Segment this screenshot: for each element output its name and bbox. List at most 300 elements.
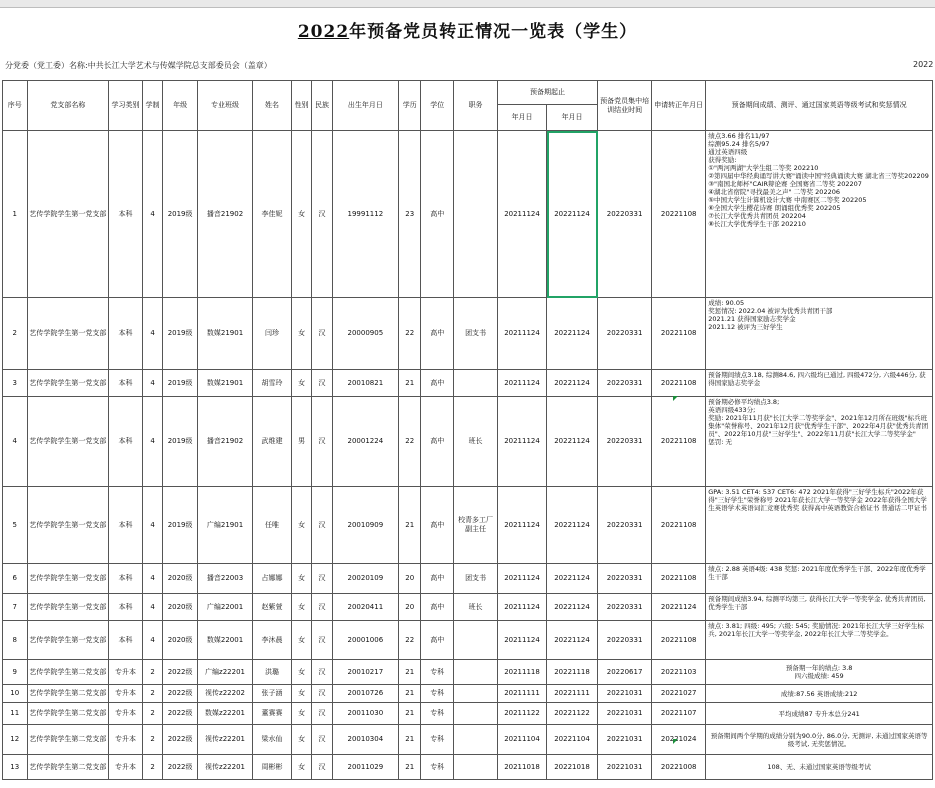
grade-cell[interactable]: 2019级 [163,397,198,487]
schooling-cell[interactable]: 4 [142,131,162,298]
table-row [3,660,933,685]
branch-cell[interactable]: 艺传学院学生第一党支部 [27,397,109,487]
comment-marker [673,396,678,401]
page-title [0,17,935,42]
major-class-cell[interactable]: 视传z22202 [197,685,252,703]
remarks-line: 平均成绩87 专升本总分241 [778,709,860,718]
training-cell[interactable]: 20220331 [598,487,652,564]
remarks-line: 预备期间成绩3.94, 综测平均第三, 获得长江大学一等奖学金, 优秀共青团员, 优秀学生干部 [708,595,926,611]
age-cell[interactable]: 22 [399,621,421,660]
header-prob-end: 年月日 [547,105,598,131]
remarks-cell[interactable] [706,298,933,370]
probation-table [2,80,933,780]
remarks-line: ⑦长江大学优秀共青团员 202204 [708,212,806,220]
apply-cell[interactable]: 20221027 [652,685,706,703]
apply-cell[interactable]: 20221108 [652,397,706,487]
training-cell[interactable]: 20220331 [598,594,652,621]
ethnicity-cell[interactable]: 汉 [312,755,332,780]
prob-start-cell[interactable]: 20211104 [498,725,547,755]
column-header-strip [0,0,935,8]
schooling-cell[interactable]: 4 [142,298,162,370]
grade-cell[interactable]: 2022级 [163,685,198,703]
remarks-line: 预备期间两个学期的成绩分别为90.0分, 86.0分, 无测评, 未通过国家英语等级考试, 无奖惩情况。 [710,731,928,748]
title-year: 2022 [297,22,350,42]
prob-end-cell[interactable]: 20221124 [547,594,598,621]
name-cell[interactable]: 李沐晨 [253,621,292,660]
birth-cell[interactable]: 20020411 [332,594,398,621]
remarks-line: 奖励: 2021年11月获"长江大学二等奖学金"、2021年12月所在班级"标兵班集体"荣誉称号、2021年12月获"优秀学生干部"、2022年4月获"优秀共青团员"、2022年10月获"三好学生"、2022年11月获"长江大学二等奖学金" [708,414,929,438]
training-cell[interactable]: 20220331 [598,564,652,594]
remarks-line: ①"两河两湖"大学生组二等奖 202210 [708,164,819,172]
ethnicity-cell[interactable]: 汉 [312,725,332,755]
degree-cell[interactable]: 高中 [421,564,454,594]
header-schooling: 学制 [142,81,162,131]
remarks-cell[interactable] [706,370,933,397]
remarks-cell[interactable] [706,594,933,621]
seq-cell[interactable]: 11 [3,703,28,725]
name-cell[interactable]: 武维建 [253,397,292,487]
training-cell[interactable]: 20220331 [598,621,652,660]
remarks-line: 2021.21 获得国家励志奖学金 [708,315,796,323]
prob-end-cell[interactable]: 20221124 [547,131,598,298]
ethnicity-cell[interactable]: 汉 [312,685,332,703]
prob-start-cell[interactable]: 20211124 [498,298,547,370]
table-row [3,685,933,703]
prob-end-cell[interactable]: 20221124 [547,564,598,594]
remarks-line: ③"南国北师杯"CAIR辩论赛 全国赛省二等奖 202207 [708,180,862,188]
ethnicity-cell[interactable]: 汉 [312,131,332,298]
birth-cell[interactable]: 20011030 [332,703,398,725]
age-cell[interactable]: 23 [399,131,421,298]
remarks-line: 预备期间绩点3.18, 综测84.6, 四六级均已通过, 四级472分, 六级446分, 获得国家励志奖学金 [708,371,926,387]
age-cell[interactable]: 21 [399,703,421,725]
apply-cell[interactable]: 20221024 [652,725,706,755]
position-cell[interactable] [454,131,498,298]
branch-cell[interactable]: 艺传学院学生第一党支部 [27,594,109,621]
degree-cell[interactable]: 高中 [421,298,454,370]
study-type-cell[interactable]: 专升本 [109,685,143,703]
prob-start-cell[interactable]: 20211124 [498,564,547,594]
grade-cell[interactable]: 2020级 [163,594,198,621]
remarks-line: ④湖北省宿院"寻找最美之声" 二等奖 202206 [708,188,840,196]
branch-cell[interactable]: 艺传学院学生第二党支部 [27,703,109,725]
name-cell[interactable]: 闫珍 [253,298,292,370]
major-class-cell[interactable]: 视传z22201 [197,725,252,755]
ethnicity-cell[interactable]: 汉 [312,487,332,564]
name-cell[interactable]: 胡雪玲 [253,370,292,397]
apply-cell[interactable]: 20221108 [652,370,706,397]
prob-start-cell[interactable]: 20211118 [498,660,547,685]
apply-cell[interactable]: 20221103 [652,660,706,685]
study-type-cell[interactable]: 专升本 [109,725,143,755]
grade-cell[interactable]: 2019级 [163,370,198,397]
ethnicity-cell[interactable]: 汉 [312,370,332,397]
header-prob-start: 年月日 [498,105,547,131]
prob-end-cell[interactable]: 20221124 [547,397,598,487]
grade-cell[interactable]: 2022级 [163,725,198,755]
degree-cell[interactable]: 高中 [421,370,454,397]
apply-cell[interactable]: 20221108 [652,564,706,594]
prob-start-cell[interactable]: 20211124 [498,594,547,621]
apply-cell[interactable]: 20221108 [652,298,706,370]
study-type-cell[interactable]: 本科 [109,370,143,397]
table-row [3,131,933,298]
gender-cell[interactable]: 女 [291,487,311,564]
grade-cell[interactable]: 2020级 [163,564,198,594]
training-cell[interactable]: 20220331 [598,370,652,397]
birth-cell[interactable]: 20010304 [332,725,398,755]
major-class-cell[interactable]: 播音22003 [197,564,252,594]
study-type-cell[interactable]: 本科 [109,397,143,487]
prob-end-cell[interactable]: 20221124 [547,487,598,564]
name-cell[interactable]: 赵紫萱 [253,594,292,621]
grade-cell[interactable]: 2019级 [163,131,198,298]
training-cell[interactable]: 20221031 [598,725,652,755]
name-cell[interactable]: 董赛赛 [253,703,292,725]
study-type-cell[interactable]: 本科 [109,621,143,660]
remarks-line: 108、无、未通过国家英语等级考试 [767,763,871,771]
remarks-line: 成绩:87.56 英语成绩:212 [780,689,858,698]
header-position: 职务 [454,81,498,131]
apply-cell[interactable]: 20221108 [652,131,706,298]
ethnicity-cell[interactable]: 汉 [312,660,332,685]
schooling-cell[interactable]: 2 [142,703,162,725]
remarks-line: ②第四届中华经典诵写讲大赛"诵读中国"经典诵读大赛 湖北省三等奖202209 [708,172,929,180]
major-class-cell[interactable]: 数媒22001 [197,621,252,660]
grade-cell[interactable]: 2022级 [163,755,198,780]
study-type-cell[interactable]: 专升本 [109,660,143,685]
age-cell[interactable]: 21 [399,685,421,703]
gender-cell[interactable]: 女 [291,660,311,685]
age-cell[interactable]: 20 [399,594,421,621]
schooling-cell[interactable]: 4 [142,621,162,660]
seq-cell[interactable]: 6 [3,564,28,594]
schooling-cell[interactable]: 4 [142,564,162,594]
seq-cell[interactable]: 2 [3,298,28,370]
training-cell[interactable]: 20220331 [598,397,652,487]
remarks-line: GPA: 3.51 CET4: 537 CET6: 472 2021年获得"三好学生标兵"2022年获得"三好学生"荣誉称号 2021年获长江大学一等奖学金 2022年获得全国大学生英语学术英语词汇竞赛优秀奖 获得高中英语教资合格证书 普通话二甲证书 [708,488,927,512]
seq-cell[interactable]: 13 [3,755,28,780]
comment-marker [673,739,678,744]
prob-start-cell[interactable]: 20211111 [498,685,547,703]
study-type-cell[interactable]: 本科 [109,487,143,564]
study-type-cell[interactable]: 本科 [109,594,143,621]
degree-cell[interactable]: 专科 [421,703,454,725]
age-cell[interactable]: 22 [399,397,421,487]
remarks-cell[interactable] [706,755,933,780]
header-birth: 出生年月日 [332,81,398,131]
branch-cell[interactable]: 艺传学院学生第一党支部 [27,487,109,564]
prob-end-cell[interactable]: 20221124 [547,370,598,397]
header-grade: 年级 [163,81,198,131]
position-cell[interactable] [454,725,498,755]
schooling-cell[interactable]: 4 [142,487,162,564]
age-cell[interactable]: 21 [399,725,421,755]
prob-end-cell[interactable]: 20221104 [547,725,598,755]
remarks-line: 综测95.24 排名5/97 [708,140,770,148]
prob-end-cell[interactable]: 20221124 [547,621,598,660]
ethnicity-cell[interactable]: 汉 [312,564,332,594]
apply-cell[interactable]: 20221008 [652,755,706,780]
birth-cell[interactable]: 20010821 [332,370,398,397]
branch-cell[interactable]: 艺传学院学生第二党支部 [27,685,109,703]
header-age: 学历 [399,81,421,131]
seq-cell[interactable]: 7 [3,594,28,621]
remarks-line: 绩点: 3.81; 四级: 495; 六级: 545; 奖励情况: 2021年长江大学三好学生标兵, 2021年长江大学一等奖学金, 2022年长江大学二等奖学金。 [708,622,924,638]
header-training: 预备党员集中培训结业时间 [598,81,652,131]
degree-cell[interactable]: 高中 [421,621,454,660]
schooling-cell[interactable]: 2 [142,755,162,780]
degree-cell[interactable]: 高中 [421,397,454,487]
grade-cell[interactable]: 2022级 [163,703,198,725]
branch-cell[interactable]: 艺传学院学生第一党支部 [27,621,109,660]
age-cell[interactable]: 21 [399,755,421,780]
grade-cell[interactable]: 2020级 [163,621,198,660]
age-cell[interactable]: 21 [399,487,421,564]
birth-cell[interactable]: 20010909 [332,487,398,564]
birth-cell[interactable]: 20001224 [332,397,398,487]
remarks-cell[interactable] [706,660,933,685]
position-cell[interactable] [454,703,498,725]
gender-cell[interactable]: 女 [291,564,311,594]
prob-end-cell[interactable]: 20221124 [547,298,598,370]
study-type-cell[interactable]: 专升本 [109,703,143,725]
position-cell[interactable] [454,755,498,780]
study-type-cell[interactable]: 本科 [109,564,143,594]
branch-cell[interactable]: 艺传学院学生第一党支部 [27,564,109,594]
remarks-cell[interactable] [706,725,933,755]
table-row [3,397,933,487]
seq-cell[interactable]: 8 [3,621,28,660]
degree-cell[interactable]: 高中 [421,594,454,621]
prob-end-cell[interactable]: 20221122 [547,703,598,725]
seq-cell[interactable]: 5 [3,487,28,564]
remarks-cell[interactable] [706,685,933,703]
position-cell[interactable]: 班长 [454,397,498,487]
remarks-line: ⑧长江大学优秀学生干部 202210 [708,220,806,228]
header-apply: 申请转正年月日 [652,81,706,131]
training-cell[interactable]: 20220617 [598,660,652,685]
major-class-cell[interactable]: 广编z22201 [197,660,252,685]
seq-cell[interactable]: 3 [3,370,28,397]
prob-start-cell[interactable]: 20211122 [498,703,547,725]
seq-cell[interactable]: 12 [3,725,28,755]
apply-cell[interactable]: 20221108 [652,621,706,660]
gender-cell[interactable]: 男 [291,397,311,487]
major-class-cell[interactable]: 广编21901 [197,487,252,564]
degree-cell[interactable]: 高中 [421,487,454,564]
prob-start-cell[interactable]: 20211124 [498,487,547,564]
remarks-cell[interactable] [706,131,933,298]
gender-cell[interactable]: 女 [291,298,311,370]
position-cell[interactable]: 班长 [454,594,498,621]
header-major-class: 专业班级 [197,81,252,131]
schooling-cell[interactable]: 4 [142,397,162,487]
birth-cell[interactable]: 19991112 [332,131,398,298]
age-cell[interactable]: 21 [399,370,421,397]
major-class-cell[interactable]: 视传z22201 [197,755,252,780]
table-row [3,564,933,594]
degree-cell[interactable]: 专科 [421,685,454,703]
training-cell[interactable]: 20221031 [598,703,652,725]
birth-cell[interactable]: 20010726 [332,685,398,703]
grade-cell[interactable]: 2022级 [163,660,198,685]
remarks-cell[interactable] [706,703,933,725]
apply-cell[interactable]: 20221107 [652,703,706,725]
header-seq: 序号 [3,81,28,131]
study-type-cell[interactable]: 专升本 [109,755,143,780]
table-row [3,755,933,780]
prob-end-cell[interactable]: 20221111 [547,685,598,703]
remarks-line: ⑤中国大学生计算机设计大赛 中南赛区二等奖 202205 [708,196,867,204]
prob-start-cell[interactable]: 20211124 [498,621,547,660]
name-cell[interactable]: 任唯 [253,487,292,564]
schooling-cell[interactable]: 4 [142,370,162,397]
header-branch: 党支部名称 [27,81,109,131]
grade-cell[interactable]: 2019级 [163,487,198,564]
ethnicity-cell[interactable]: 汉 [312,703,332,725]
branch-cell[interactable]: 艺传学院学生第二党支部 [27,755,109,780]
gender-cell[interactable]: 女 [291,594,311,621]
prob-end-cell[interactable]: 20221018 [547,755,598,780]
position-cell[interactable]: 校青多工厂副主任 [454,487,498,564]
seq-cell[interactable]: 10 [3,685,28,703]
birth-cell[interactable]: 20000905 [332,298,398,370]
apply-cell[interactable]: 20221108 [652,487,706,564]
degree-cell[interactable]: 专科 [421,725,454,755]
remarks-cell[interactable] [706,621,933,660]
header-probation: 预备期起止 [498,81,598,105]
gender-cell[interactable]: 女 [291,131,311,298]
position-cell[interactable] [454,621,498,660]
study-type-cell[interactable]: 本科 [109,131,143,298]
major-class-cell[interactable]: 播音21902 [197,131,252,298]
remarks-line: ⑥全国大学生樱花诗赛 朗诵组优秀奖 202205 [708,204,841,212]
major-class-cell[interactable]: 数媒z22201 [197,703,252,725]
schooling-cell[interactable]: 4 [142,594,162,621]
remarks-line: 奖惩情况: 2022.04 被评为优秀共青团干部 [708,307,833,315]
prob-start-cell[interactable]: 20211124 [498,131,547,298]
schooling-cell[interactable]: 2 [142,725,162,755]
prob-start-cell[interactable]: 20211124 [498,370,547,397]
position-cell[interactable] [454,685,498,703]
remarks-line: 预备期必修平均绩点3.8; [708,398,780,406]
seq-cell[interactable]: 4 [3,397,28,487]
major-class-cell[interactable]: 广编22001 [197,594,252,621]
position-cell[interactable] [454,370,498,397]
remarks-cell[interactable] [706,564,933,594]
branch-cell[interactable]: 艺传学院学生第一党支部 [27,298,109,370]
table-row [3,703,933,725]
ethnicity-cell[interactable]: 汉 [312,594,332,621]
header-degree: 学位 [421,81,454,131]
header-study-type: 学习类别 [109,81,143,131]
ethnicity-cell[interactable]: 汉 [312,621,332,660]
birth-cell[interactable]: 20020109 [332,564,398,594]
degree-cell[interactable]: 专科 [421,660,454,685]
degree-cell[interactable]: 专科 [421,755,454,780]
position-cell[interactable]: 团支书 [454,564,498,594]
header-name: 姓名 [253,81,292,131]
remarks-line: 绩点3.66 排名11/97 [708,132,770,140]
major-class-cell[interactable]: 播音21902 [197,397,252,487]
major-class-cell[interactable]: 数媒21901 [197,298,252,370]
schooling-cell[interactable]: 2 [142,685,162,703]
training-cell[interactable]: 20221031 [598,685,652,703]
remarks-cell[interactable] [706,487,933,564]
training-cell[interactable]: 20220331 [598,131,652,298]
name-cell[interactable]: 洪璐 [253,660,292,685]
table-row [3,298,933,370]
gender-cell[interactable]: 女 [291,703,311,725]
birth-cell[interactable]: 20011029 [332,755,398,780]
training-cell[interactable]: 20220331 [598,298,652,370]
ethnicity-cell[interactable]: 汉 [312,298,332,370]
branch-cell[interactable]: 艺传学院学生第二党支部 [27,660,109,685]
ethnicity-cell[interactable]: 汉 [312,397,332,487]
remarks-line: 通过英语四级 [708,148,748,156]
table-row [3,594,933,621]
name-cell[interactable]: 梁水仙 [253,725,292,755]
prob-end-cell[interactable]: 20221118 [547,660,598,685]
position-cell[interactable] [454,660,498,685]
birth-cell[interactable]: 20001006 [332,621,398,660]
remarks-line: 惩罚: 无 [708,438,732,446]
header-gender: 性别 [291,81,311,131]
grade-cell[interactable]: 2019级 [163,298,198,370]
gender-cell[interactable]: 女 [291,755,311,780]
remarks-line: 英语四级433分; [708,406,756,414]
prob-start-cell[interactable]: 20211124 [498,397,547,487]
degree-cell[interactable]: 高中 [421,131,454,298]
table-row [3,725,933,755]
name-cell[interactable]: 周彬彬 [253,755,292,780]
remarks-line: 成绩: 90.05 [708,299,745,307]
position-cell[interactable]: 团支书 [454,298,498,370]
title-text: 年预备党员转正情况一览表（学生） [349,22,638,42]
prob-start-cell[interactable]: 20211018 [498,755,547,780]
seq-cell[interactable]: 9 [3,660,28,685]
age-cell[interactable]: 22 [399,298,421,370]
training-cell[interactable]: 20221031 [598,755,652,780]
branch-cell[interactable]: 艺传学院学生第一党支部 [27,370,109,397]
branch-cell[interactable]: 艺传学院学生第一党支部 [27,131,109,298]
gender-cell[interactable]: 女 [291,725,311,755]
name-cell[interactable]: 占娜娜 [253,564,292,594]
age-cell[interactable]: 21 [399,660,421,685]
study-type-cell[interactable]: 本科 [109,298,143,370]
remarks-line: 四六级成绩: 459 [794,672,844,680]
apply-cell[interactable]: 20221124 [652,594,706,621]
major-class-cell[interactable]: 数媒21901 [197,370,252,397]
header-ethnicity: 民族 [312,81,332,131]
branch-cell[interactable]: 艺传学院学生第二党支部 [27,725,109,755]
subtitle-year: 2022 [913,60,934,69]
remarks-line: 获得奖励: [708,156,737,164]
schooling-cell[interactable]: 2 [142,660,162,685]
seq-cell[interactable]: 1 [3,131,28,298]
remarks-cell[interactable] [706,397,933,487]
birth-cell[interactable]: 20010217 [332,660,398,685]
gender-cell[interactable]: 女 [291,685,311,703]
name-cell[interactable]: 李佳妮 [253,131,292,298]
gender-cell[interactable]: 女 [291,370,311,397]
gender-cell[interactable]: 女 [291,621,311,660]
name-cell[interactable]: 张子涵 [253,685,292,703]
table-row [3,621,933,660]
table-row [3,487,933,564]
age-cell[interactable]: 20 [399,564,421,594]
